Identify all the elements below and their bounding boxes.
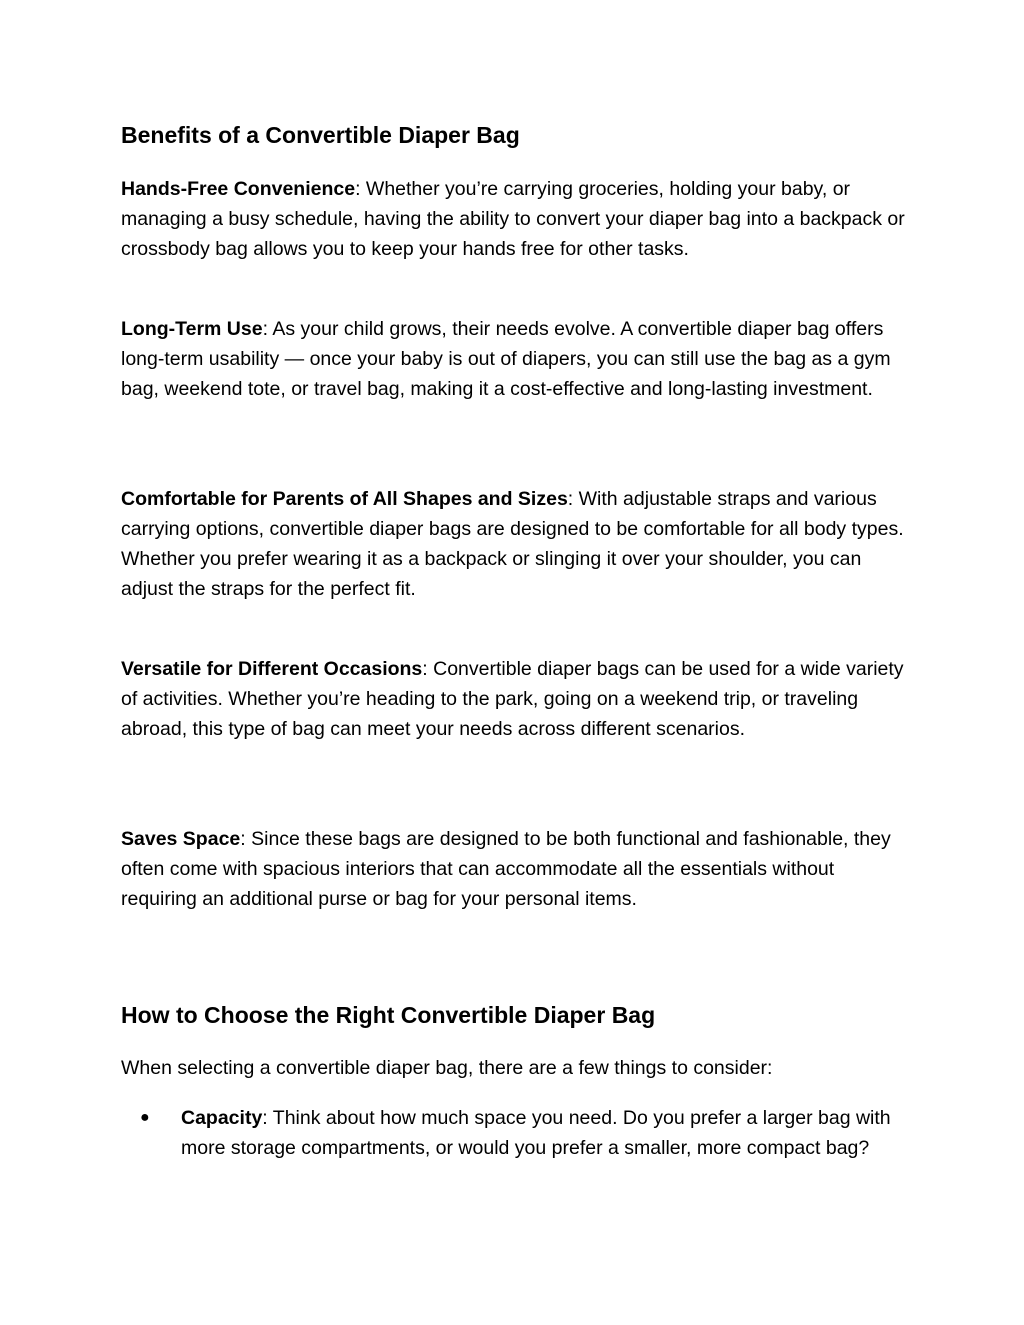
list-item — [121, 1103, 911, 1163]
benefit-term: Long-Term Use — [121, 318, 263, 340]
benefit-term: Comfortable for Parents of All Shapes and Sizes — [121, 488, 568, 510]
consideration-text: : Think about how much space you need. Do you prefer a larger bag with more storage compartments, or would you prefer a smaller, more compact bag? — [181, 1107, 891, 1159]
benefit-paragraph-saves-space — [121, 824, 911, 914]
benefit-term: Saves Space — [121, 828, 241, 850]
benefit-text: : Since these bags are designed to be both functional and fashionable, they often come with spacious interiors that can accommodate all the essentials without requiring an additional purse or bag for your personal items. — [121, 828, 891, 910]
benefit-term: Versatile for Different Occasions — [121, 658, 423, 680]
benefit-text: : With adjustable straps and various carrying options, convertible diaper bags are designed to be comfortable for all body types. Whether you prefer wearing it as a backpack or slinging it over your shoulder, you can adjust the straps for the perfect fit. — [121, 488, 904, 600]
bullet-icon: ● — [140, 1109, 150, 1126]
benefit-paragraph-comfortable — [121, 484, 911, 604]
benefit-paragraph-hands-free — [121, 174, 911, 264]
section-heading-benefits: Benefits of a Convertible Diaper Bag — [121, 122, 520, 148]
benefit-term: Hands-Free Convenience — [121, 178, 356, 200]
consideration-term: Capacity — [181, 1107, 263, 1129]
benefit-text: : Whether you’re carrying groceries, holding your baby, or managing a busy schedule, having the ability to convert your diaper bag into a backpack or crossbody bag allows you to keep your hands free for other tasks. — [121, 178, 905, 260]
consideration-list — [121, 1103, 911, 1163]
benefit-paragraph-long-term — [121, 314, 911, 404]
benefit-paragraph-versatile — [121, 654, 911, 744]
benefit-text: : As your child grows, their needs evolve. A convertible diaper bag offers long-term usability — once your baby is out of diapers, you can still use the bag as a gym bag, weekend tote, or travel bag, making it a cost-effective and long-lasting investment. — [121, 318, 891, 400]
section-intro: When selecting a convertible diaper bag, there are a few things to consider: — [121, 1057, 773, 1079]
benefit-text: : Convertible diaper bags can be used for a wide variety of activities. Whether you’re heading to the park, going on a weekend trip, or traveling abroad, this type of bag can meet your needs across different scenarios. — [121, 658, 904, 740]
section-heading-how-to-choose: How to Choose the Right Convertible Diaper Bag — [121, 1002, 656, 1028]
